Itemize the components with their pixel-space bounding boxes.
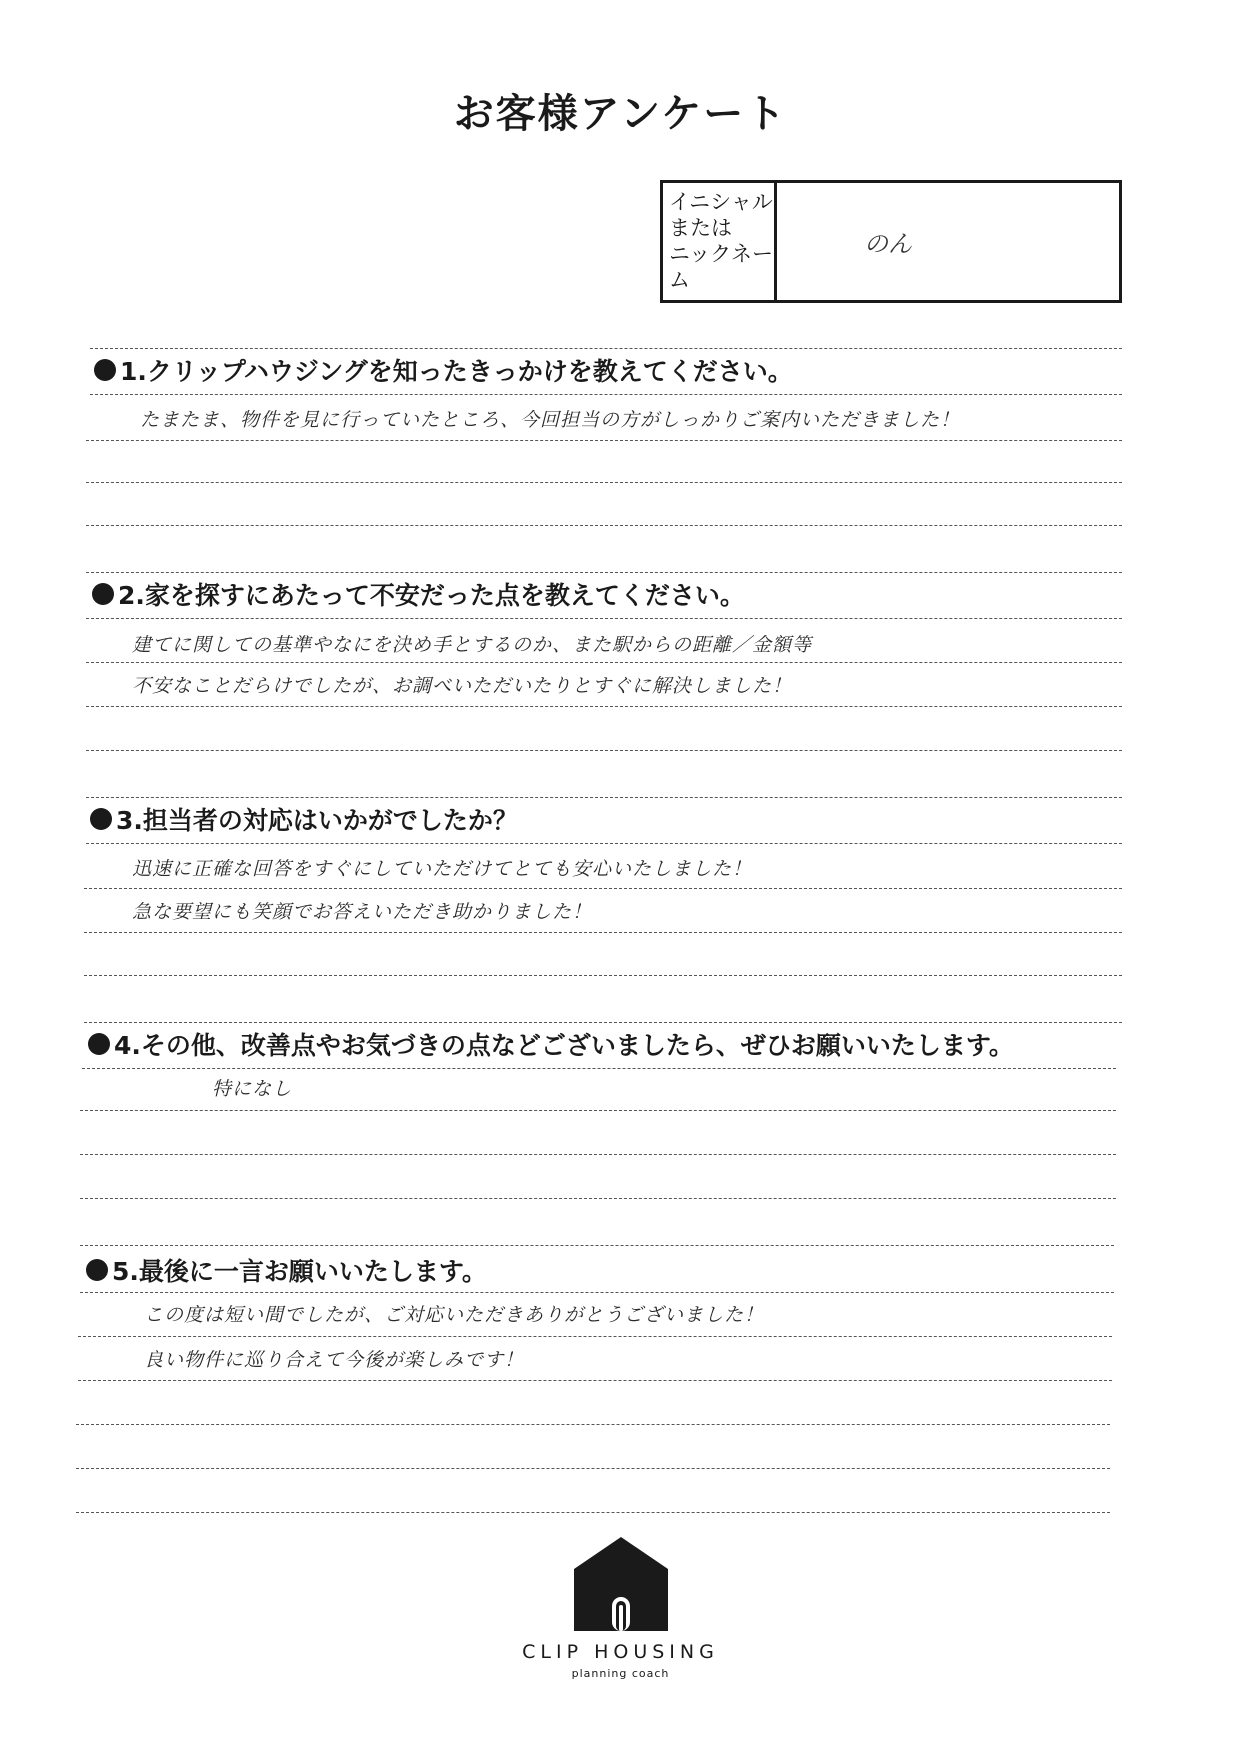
answer-line: この度は短い間でしたが、ご対応いただきありがとうございました！ — [144, 1304, 765, 1326]
answer-line: 良い物件に巡り合えて今後が楽しみです！ — [144, 1349, 525, 1371]
ruled-line — [86, 482, 1122, 483]
question-label: 5.最後に一言お願いいたします。 — [112, 1257, 487, 1286]
question-4 — [88, 1026, 1014, 1062]
answer-line: 急な要望にも笑顔でお答えいただき助かりました！ — [132, 901, 593, 923]
question-label: 2.家を探すにあたって不安だった点を教えてください。 — [118, 581, 745, 610]
ruled-line — [86, 618, 1122, 619]
question-label: 1.クリップハウジングを知ったきっかけを教えてください。 — [120, 357, 793, 386]
ruled-line — [86, 843, 1122, 844]
bullet-icon — [94, 359, 116, 381]
ruled-line — [84, 932, 1122, 933]
nickname-box — [660, 180, 1122, 303]
ruled-line — [86, 750, 1122, 751]
brand-tagline: planning coach — [571, 1667, 670, 1680]
ruled-line — [90, 348, 1122, 349]
ruled-line — [76, 1512, 1110, 1513]
question-label: 4.その他、改善点やお気づきの点などございましたら、ぜひお願いいたします。 — [114, 1031, 1014, 1060]
page-title: お客様アンケート — [453, 91, 788, 137]
answer-line: 建てに関しての基準やなにを決め手とするのか、また駅からの距離／金額等 — [132, 634, 813, 656]
ruled-line — [78, 1336, 1112, 1337]
brand-name: CLIP HOUSING — [522, 1641, 719, 1663]
ruled-line — [76, 1424, 1110, 1425]
ruled-line — [82, 1068, 1116, 1069]
ruled-line — [84, 888, 1122, 889]
ruled-line — [84, 1022, 1122, 1023]
nickname-value: のん — [864, 230, 912, 258]
answer-line: 不安なことだらけでしたが、お調べいただいたりとすぐに解決しました！ — [132, 675, 793, 697]
nickname-label: イニシャル または ニックネー ム — [663, 183, 777, 300]
bullet-icon — [86, 1259, 108, 1281]
ruled-line — [80, 1154, 1116, 1155]
bullet-icon — [90, 808, 112, 830]
ruled-line — [86, 572, 1122, 573]
bullet-icon — [92, 583, 114, 605]
ruled-line — [90, 394, 1122, 395]
ruled-line — [78, 1380, 1112, 1381]
bullet-icon — [88, 1033, 110, 1055]
ruled-line — [86, 662, 1122, 663]
question-label: 3.担当者の対応はいかがでしたか？ — [116, 806, 518, 835]
ruled-line — [80, 1245, 1114, 1246]
question-2 — [92, 576, 745, 612]
ruled-line — [84, 975, 1122, 976]
question-5 — [86, 1252, 487, 1288]
clip-housing-logo — [0, 1535, 1241, 1680]
ruled-line — [86, 525, 1122, 526]
answer-line: 迅速に正確な回答をすぐにしていただけてとても安心いたしました！ — [132, 858, 753, 880]
question-1 — [94, 352, 793, 388]
ruled-line — [86, 440, 1122, 441]
ruled-line — [86, 797, 1122, 798]
answer-line: 特になし — [212, 1078, 293, 1100]
ruled-line — [80, 1110, 1116, 1111]
ruled-line — [86, 706, 1122, 707]
house-icon — [572, 1535, 670, 1631]
answer-line: たまたま、物件を見に行っていたところ、今回担当の方がしっかりご案内いただきました！ — [140, 409, 961, 431]
ruled-line — [80, 1198, 1116, 1199]
ruled-line — [76, 1468, 1110, 1469]
ruled-line — [80, 1292, 1114, 1293]
question-3 — [90, 801, 518, 837]
